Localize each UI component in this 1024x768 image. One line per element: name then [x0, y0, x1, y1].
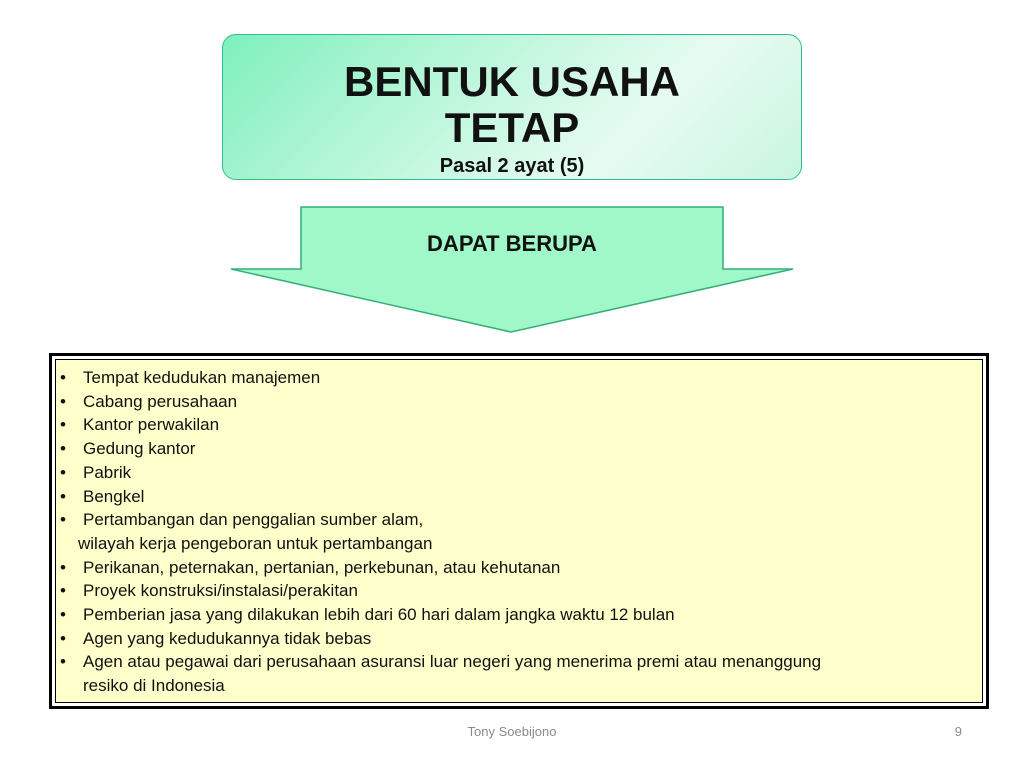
list-item-text: Agen atau pegawai dari perusahaan asuransi luar negeri yang menerima premi atau menanggung [83, 652, 822, 672]
bullet-icon: • [60, 415, 66, 435]
arrow-label: DAPAT BERUPA [427, 231, 597, 256]
list-item-text: Tempat kedudukan manajemen [83, 368, 321, 387]
list-item-text: Bengkel [83, 486, 145, 506]
list-item-text: Agen yang kedudukannya tidak bebas [83, 628, 372, 648]
list-item [55, 437, 975, 461]
list-item-continuation [55, 532, 975, 556]
list-item [55, 650, 975, 674]
list-item [55, 461, 975, 485]
bullet-icon: • [60, 486, 66, 506]
bullet-icon: • [60, 652, 66, 672]
footer-author: Tony Soebijono [467, 724, 557, 739]
down-arrow-icon [231, 207, 793, 332]
bullet-icon: • [60, 605, 66, 625]
list-item-text: Cabang perusahaan [83, 391, 238, 411]
bullet-icon: • [60, 462, 66, 482]
list-item-text: Proyek konstruksi/instalasi/perakitan [83, 581, 358, 601]
list-item [55, 413, 975, 437]
list-item [55, 485, 975, 509]
list-item-text: Pemberian jasa yang dilakukan lebih dari 60 hari dalam jangka waktu 12 bulan [83, 605, 675, 625]
list-item-text: Gedung kantor [83, 439, 196, 459]
list-item [55, 508, 975, 532]
list-item-text: Kantor perwakilan [83, 415, 220, 435]
list-item-text: Perikanan, peternakan, pertanian, perkebunan, atau kehutanan [83, 557, 561, 577]
slide-title: BENTUK USAHA TETAP [344, 58, 680, 151]
list-item-text: Pabrik [83, 462, 132, 482]
list-item [55, 603, 975, 627]
list-item-text: resiko di Indonesia [83, 676, 225, 696]
bullet-icon: • [60, 510, 66, 530]
list-item-text: wilayah kerja pengeboran untuk pertambangan [78, 533, 433, 553]
bullet-icon: • [60, 439, 66, 459]
bullet-icon: • [60, 628, 66, 648]
list-item [55, 556, 975, 580]
page-number: 9 [954, 724, 962, 739]
list-item [55, 627, 975, 651]
list-item-continuation [55, 674, 975, 698]
slide-subtitle: Pasal 2 ayat (5) [439, 155, 585, 177]
bullet-icon: • [60, 557, 66, 577]
bullet-icon: • [60, 581, 66, 601]
bullet-icon: • [60, 391, 66, 411]
list-item [55, 366, 975, 390]
list-item [55, 579, 975, 603]
list-item-text: Pertambangan dan penggalian sumber alam, [83, 510, 424, 530]
bullet-list [55, 366, 975, 698]
list-item [55, 390, 975, 414]
bullet-icon: • [60, 368, 66, 387]
